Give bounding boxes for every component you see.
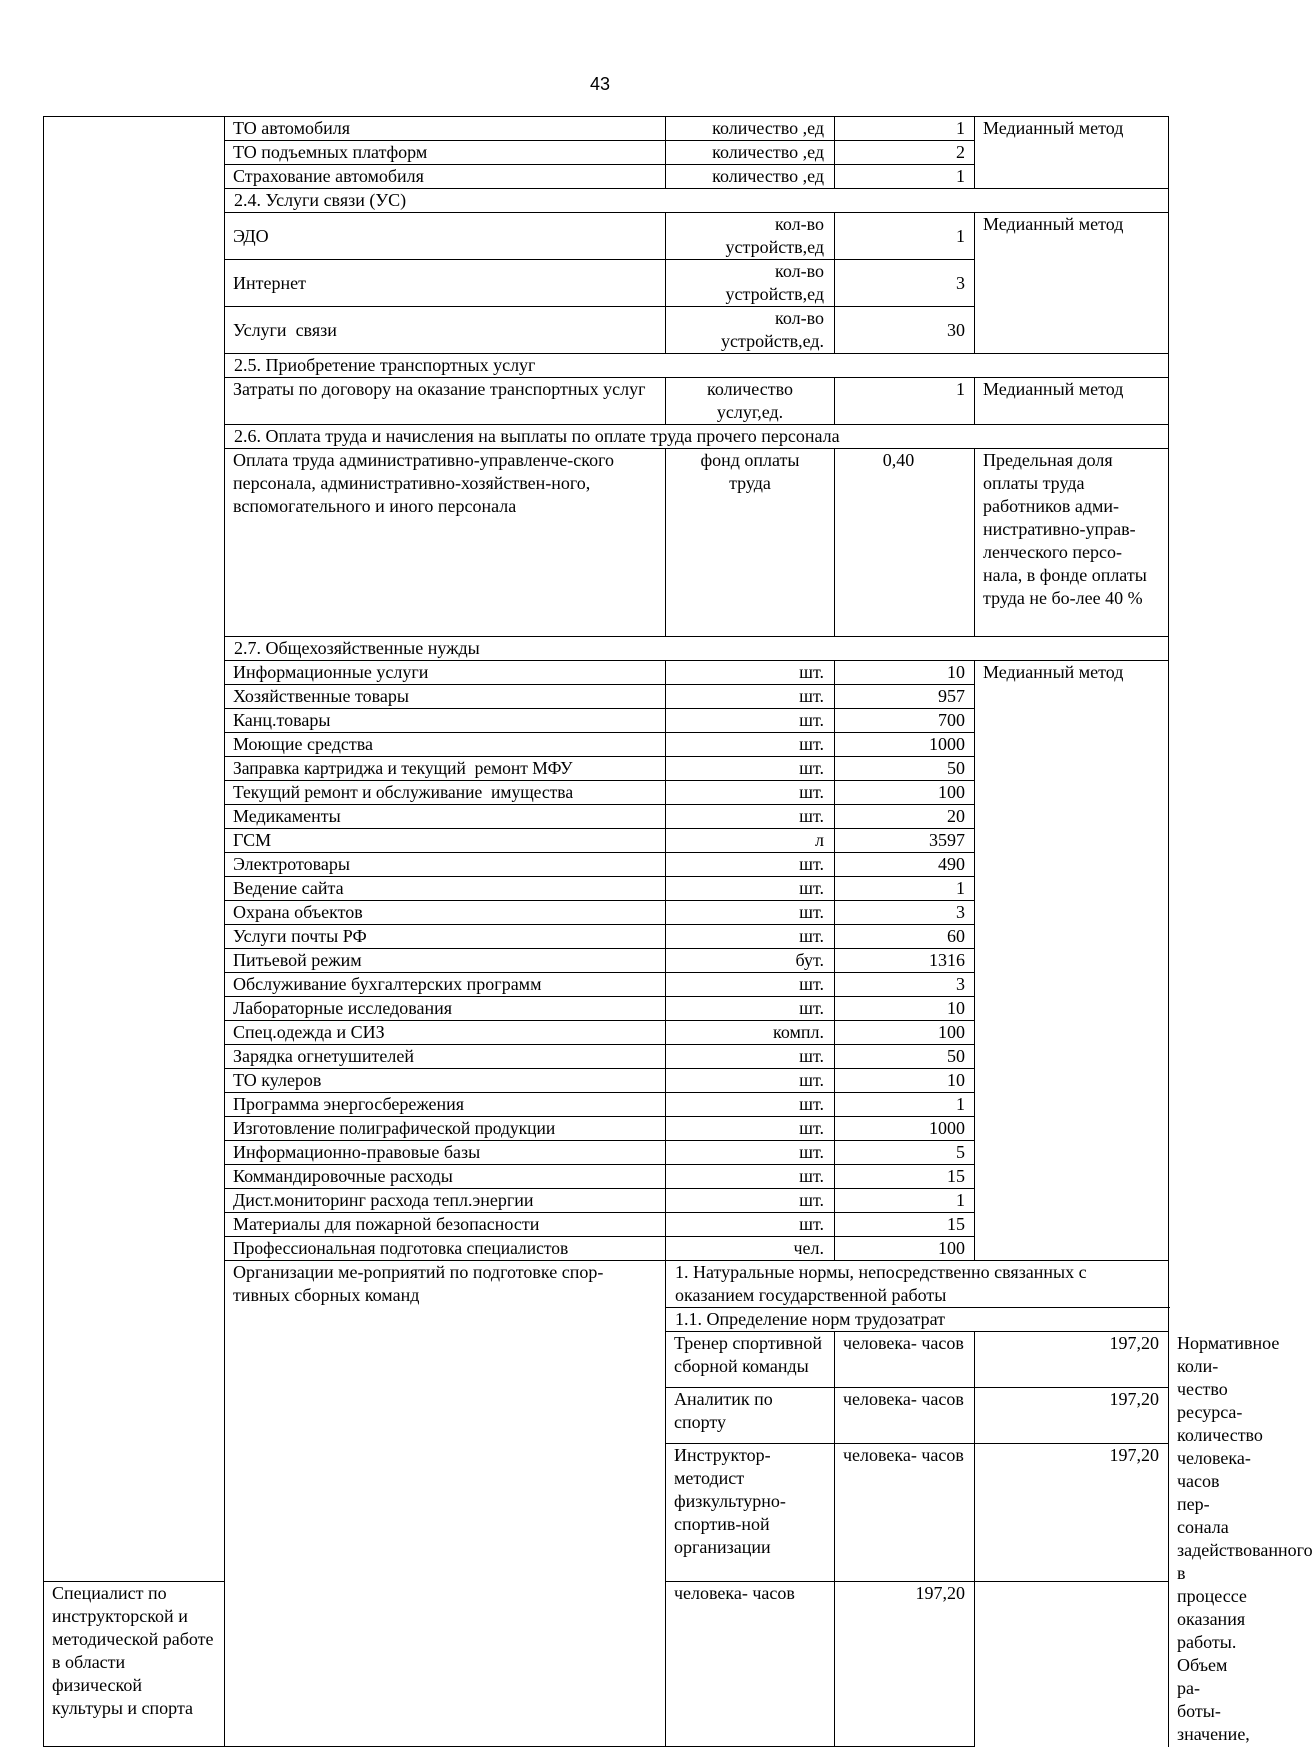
item-unit: бут. [666,949,835,973]
item-unit [666,213,835,260]
item-unit: человека- часов [835,1387,975,1443]
item-unit: человека- часов [835,1332,975,1388]
item-unit: количество ,ед [666,165,835,189]
item-unit: шт. [666,709,835,733]
item-value: 197,20 [975,1332,1169,1388]
item-name: Обслуживание бухгалтерских программ [225,973,666,997]
item-value: 1316 [835,949,975,973]
section-heading: 1.1. Определение норм трудозатрат [666,1308,1169,1332]
item-unit-line: кол-во [775,261,824,281]
item-name: Информационные услуги [225,661,666,685]
item-name: Хозяйственные товары [225,685,666,709]
item-name: ГСМ [225,829,666,853]
item-name: Изготовление полиграфической продукции [225,1117,666,1141]
item-name: Тренер спортивной сборной команды [666,1332,835,1388]
item-value: 5 [835,1141,975,1165]
item-unit: шт. [666,685,835,709]
item-unit: шт. [666,853,835,877]
item-unit: чел. [666,1237,835,1261]
item-name: Коммандировочные расходы [225,1165,666,1189]
item-value: 50 [835,757,975,781]
item-unit: шт. [666,997,835,1021]
method-cell: Предельная доля оплаты труда работников адми-нистративно-управ-ленческого персо-нала, в фонде оплаты труда не бо-лее 40 % [975,449,1169,637]
item-unit: шт. [666,925,835,949]
item-unit: шт. [666,1117,835,1141]
method-cell: Медианный метод [975,661,1169,1261]
item-name: Услуги почты РФ [225,925,666,949]
service-cell-empty [44,117,225,1582]
item-unit: человека- часов [666,1581,835,1746]
item-value: 1 [835,877,975,901]
item-unit: фонд оплаты труда [666,449,835,637]
item-name: Питьевой режим [225,949,666,973]
item-value: 100 [835,1237,975,1261]
item-name: Специалист по инструкторской и методической работе в области физической культуры и спорта [44,1581,225,1746]
item-name: Программа энергосбережения [225,1093,666,1117]
item-value: 957 [835,685,975,709]
item-name: ТО автомобиля [225,117,666,141]
item-value: 3 [835,260,975,307]
item-value: 1000 [835,1117,975,1141]
section-heading: 2.6. Оплата труда и начисления на выплаты по оплате труда прочего персонала [225,425,1169,449]
item-value: 15 [835,1213,975,1237]
item-unit [666,260,835,307]
method-cell: Медианный метод [975,213,1169,354]
item-unit-line: кол-во [775,214,824,234]
item-name: Заправка картриджа и текущий ремонт МФУ [225,757,666,781]
item-value: 1 [835,213,975,260]
item-unit: шт. [666,1141,835,1165]
section-heading: 1. Натуральные нормы, непосредственно связанных с оказанием государственной работы [666,1261,1169,1308]
item-name: Информационно-правовые базы [225,1141,666,1165]
item-name: Интернет [225,260,666,307]
item-name: Охрана объектов [225,901,666,925]
section-heading: 2.7. Общехозяйственные нужды [225,637,1169,661]
item-value: 3597 [835,829,975,853]
item-value: 10 [835,1069,975,1093]
item-name: Зарядка огнетушителей [225,1045,666,1069]
norms-table [43,116,1313,1747]
item-name: Профессиональная подготовка специалистов [225,1237,666,1261]
item-name: Страхование автомобиля [225,165,666,189]
item-name: Медикаменты [225,805,666,829]
item-value: 1000 [835,733,975,757]
item-unit: шт. [666,1093,835,1117]
item-unit-line: устройств,ед [725,237,824,257]
item-value: 490 [835,853,975,877]
item-value: 2 [835,141,975,165]
item-name: Канц.товары [225,709,666,733]
item-name: Затраты по договору на оказание транспортных услуг [225,378,666,425]
item-name: Моющие средства [225,733,666,757]
item-value: 197,20 [835,1581,975,1746]
item-value: 20 [835,805,975,829]
item-value: 197,20 [975,1443,1169,1581]
item-unit: шт. [666,973,835,997]
item-unit: шт. [666,1189,835,1213]
item-value: 1 [835,1189,975,1213]
item-value: 50 [835,1045,975,1069]
item-name: ТО кулеров [225,1069,666,1093]
item-name: Материалы для пожарной безопасности [225,1213,666,1237]
section-heading: 2.5. Приобретение транспортных услуг [225,354,1169,378]
item-unit-line: устройств,ед [725,284,824,304]
item-name: Оплата труда административно-управленче-ского персонала, административно-хозяйствен-ного, вспомогательного и иного персонала [225,449,666,637]
item-value: 197,20 [975,1387,1169,1443]
item-unit: шт. [666,877,835,901]
item-unit [666,307,835,354]
item-name: Спец.одежда и СИЗ [225,1021,666,1045]
item-name: Лабораторные исследования [225,997,666,1021]
item-unit: шт. [666,757,835,781]
service-name: Организации ме-роприятий по подготовке спор-тивных сборных команд [225,1261,666,1747]
table-row [44,117,1169,141]
item-value: 0,40 [835,449,975,637]
method-cell: Медианный метод [975,378,1169,425]
item-value: 1 [835,117,975,141]
item-value: 15 [835,1165,975,1189]
item-unit-line: кол-во [775,308,824,328]
item-unit: шт. [666,805,835,829]
item-name: Инструктор-методист физкультурно-спортив-ной организации [666,1443,835,1581]
item-value: 1 [835,378,975,425]
item-name: Ведение сайта [225,877,666,901]
item-unit: количество ,ед [666,141,835,165]
item-unit: шт. [666,1069,835,1093]
item-value: 1 [835,1093,975,1117]
item-value: 100 [835,1021,975,1045]
item-unit: шт. [666,1165,835,1189]
item-name: Дист.мониторинг расхода тепл.энергии [225,1189,666,1213]
item-value: 60 [835,925,975,949]
item-name: ТО подъемных платформ [225,141,666,165]
method-cell: Медианный метод [975,117,1169,189]
item-value: 1 [835,165,975,189]
item-unit: л [666,829,835,853]
item-unit: количество ,ед [666,117,835,141]
item-unit: шт. [666,1045,835,1069]
item-unit: шт. [666,781,835,805]
item-unit-line: устройств,ед. [721,331,824,351]
item-value: 700 [835,709,975,733]
item-unit: шт. [666,733,835,757]
item-value: 3 [835,901,975,925]
item-name: Электротовары [225,853,666,877]
item-unit: шт. [666,1213,835,1237]
section-heading: 2.4. Услуги связи (УС) [225,189,1169,213]
item-name: Текущий ремонт и обслуживание имущества [225,781,666,805]
item-value: 100 [835,781,975,805]
item-name: Аналитик по спорту [666,1387,835,1443]
item-name: ЭДО [225,213,666,260]
table-row: Тренер спортивной сборной команды человека- часов 197,20 Нормативное коли-чество ресурса-количество человека-часов пер-сонала задействованного в процессе оказания работы. Объем ра-боты-значение, [44,1332,1169,1388]
item-unit: компл. [666,1021,835,1045]
page-number: 43 [589,74,611,94]
item-value: 10 [835,661,975,685]
item-unit: шт. [666,901,835,925]
item-value: 3 [835,973,975,997]
item-unit: человека- часов [835,1443,975,1581]
item-name: Услуги связи [225,307,666,354]
item-value: 30 [835,307,975,354]
item-unit: количество услуг,ед. [666,378,835,425]
item-value: 10 [835,997,975,1021]
item-unit: шт. [666,661,835,685]
